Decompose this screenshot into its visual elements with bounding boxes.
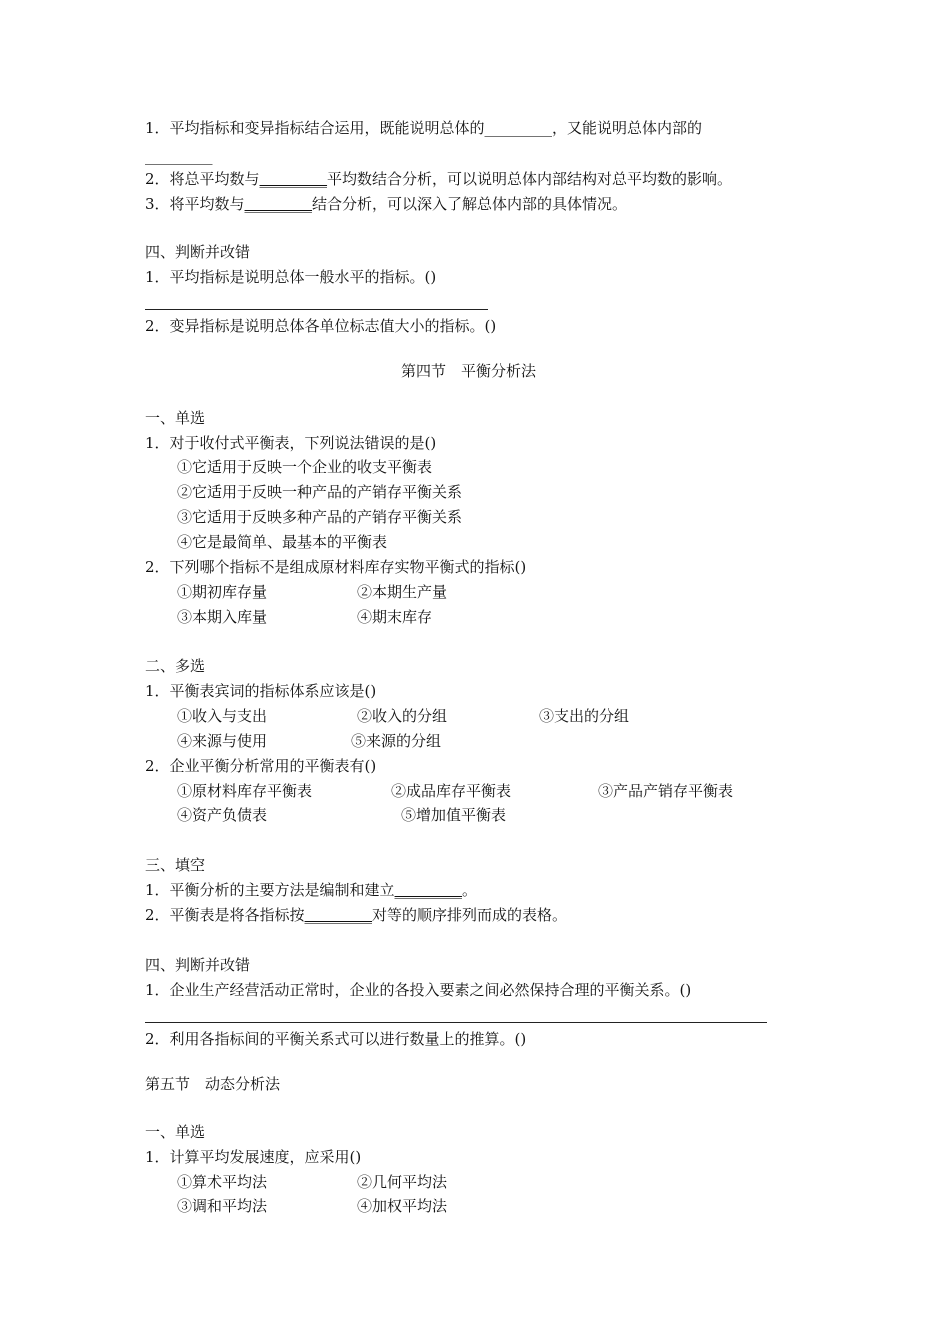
question-text: 1．平衡分析的主要方法是编制和建立 — [145, 881, 395, 899]
question-text: 1．企业生产经营活动正常时，企业的各投入要素之间必然保持合理的平衡关系。() — [145, 981, 692, 999]
option-text: ①收入与支出 — [177, 707, 268, 725]
answer-blank: _________ — [304, 906, 373, 924]
section-heading: 四、判断并改错 — [145, 956, 251, 974]
option-text: ②成品库存平衡表 — [391, 782, 512, 800]
question-text: 1．平衡表宾词的指标体系应该是() — [145, 682, 377, 700]
answer-blank: _________ — [244, 195, 313, 213]
question-text: 2．下列哪个指标不是组成原材料库存实物平衡式的指标() — [145, 558, 527, 576]
option-text: ②几何平均法 — [357, 1173, 448, 1191]
question-text: 1．对于收付式平衡表，下列说法错误的是() — [145, 434, 437, 452]
option-text: ②它适用于反映一种产品的产销存平衡关系 — [177, 483, 463, 501]
question-text: 3．将平均数与 — [145, 195, 245, 213]
option-text: ③它适用于反映多种产品的产销存平衡关系 — [177, 508, 463, 526]
section-heading: 一、单选 — [145, 409, 206, 427]
answer-line — [145, 1022, 767, 1023]
option-text: ③产品产销存平衡表 — [598, 782, 734, 800]
option-text: ④资产负债表 — [177, 806, 268, 824]
question-text: 。 — [462, 881, 478, 899]
section-heading: 三、填空 — [145, 856, 206, 874]
question-text: 2．利用各指标间的平衡关系式可以进行数量上的推算。() — [145, 1030, 527, 1048]
option-text: ②本期生产量 — [357, 583, 448, 601]
section-heading: 一、单选 — [145, 1123, 206, 1141]
question-text — [145, 880, 477, 900]
question-text — [145, 169, 732, 189]
option-text: ④它是最简单、最基本的平衡表 — [177, 533, 388, 551]
option-text: ①算术平均法 — [177, 1173, 268, 1191]
option-text: ⑤增加值平衡表 — [401, 806, 507, 824]
question-text — [145, 194, 627, 214]
question-text: 2．平衡表是将各指标按 — [145, 906, 305, 924]
section-heading: 四、判断并改错 — [145, 243, 251, 261]
question-text: 2．变异指标是说明总体各单位标志值大小的指标。() — [145, 317, 497, 335]
question-text: 1．计算平均发展速度，应采用() — [145, 1148, 362, 1166]
option-text: ③支出的分组 — [539, 707, 630, 725]
option-text: ②收入的分组 — [357, 707, 448, 725]
option-text: ①它适用于反映一个企业的收支平衡表 — [177, 458, 433, 476]
section-heading: 二、多选 — [145, 657, 206, 675]
question-text: 结合分析，可以深入了解总体内部的具体情况。 — [312, 195, 628, 213]
question-text: 2．将总平均数与 — [145, 170, 260, 188]
question-text: _________ — [145, 147, 213, 165]
option-text: ③调和平均法 — [177, 1197, 268, 1215]
option-text: ①期初库存量 — [177, 583, 268, 601]
question-text: 1．平均指标是说明总体一般水平的指标。() — [145, 268, 437, 286]
question-text: 平均数结合分析，可以说明总体内部结构对总平均数的影响。 — [327, 170, 733, 188]
option-text: ③本期入库量 — [177, 608, 268, 626]
answer-blank: _________ — [259, 170, 328, 188]
option-text: ⑤来源的分组 — [351, 732, 442, 750]
option-text: ①原材料库存平衡表 — [177, 782, 313, 800]
answer-blank: _________ — [394, 881, 463, 899]
question-text: 对等的顺序排列而成的表格。 — [372, 906, 568, 924]
section-title: 第四节 平衡分析法 — [401, 362, 537, 380]
section-title: 第五节 动态分析法 — [145, 1075, 281, 1093]
question-text: 2．企业平衡分析常用的平衡表有() — [145, 757, 377, 775]
question-text: 1．平均指标和变异指标结合运用，既能说明总体的_________，又能说明总体内部的 — [145, 119, 703, 137]
option-text: ④期末库存 — [357, 608, 433, 626]
option-text: ④加权平均法 — [357, 1197, 448, 1215]
question-text — [145, 905, 567, 925]
answer-line — [145, 309, 488, 310]
option-text: ④来源与使用 — [177, 732, 268, 750]
